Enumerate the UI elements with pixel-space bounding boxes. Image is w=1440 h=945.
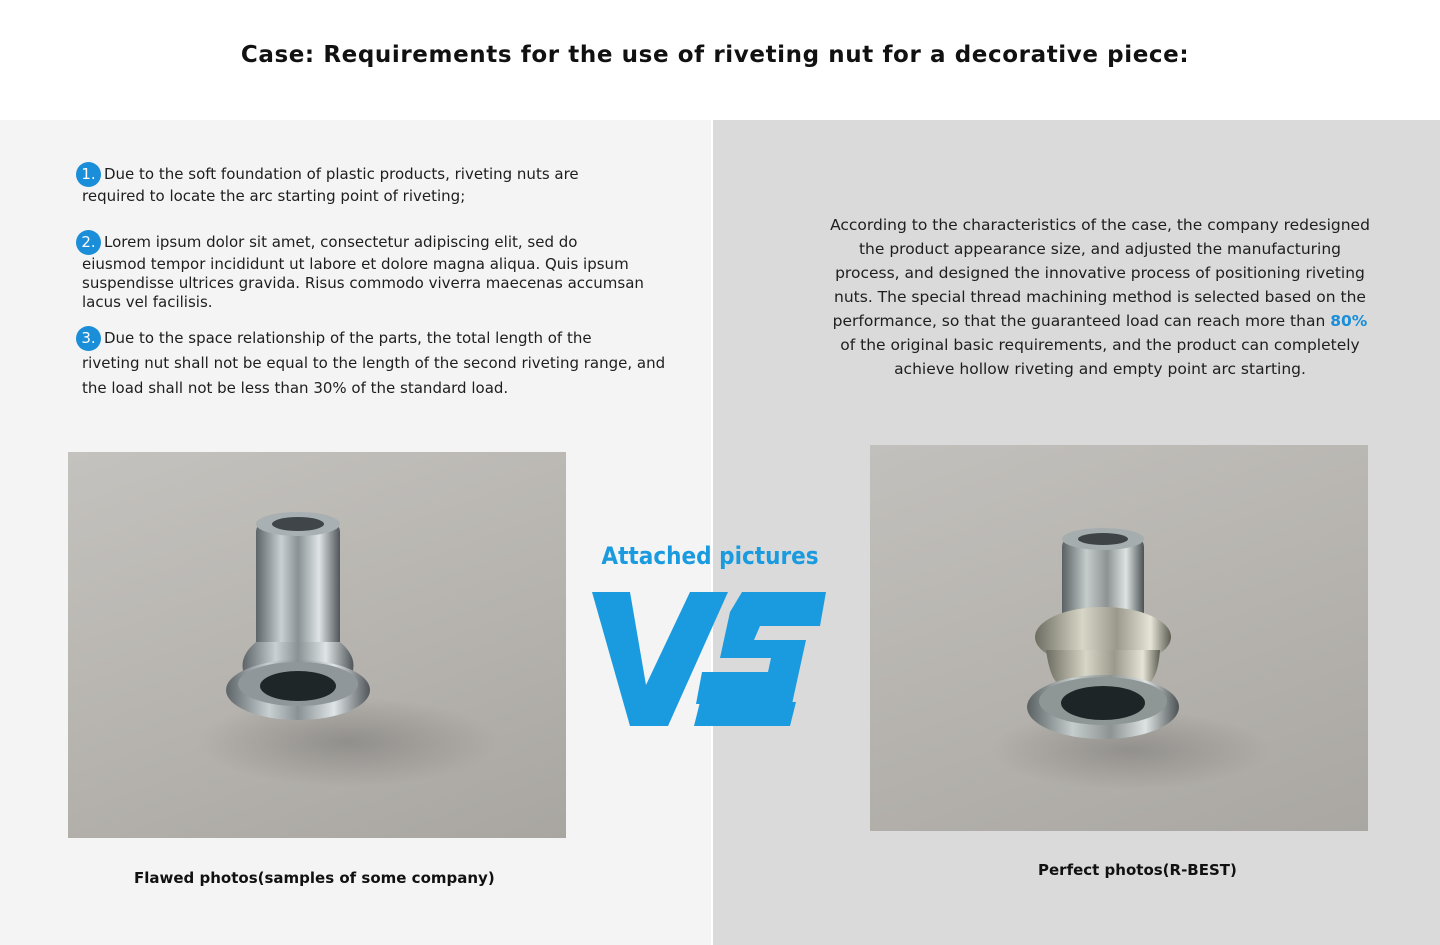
solution-description (830, 213, 1370, 381)
perfect-rivet-nut-photo (870, 445, 1368, 831)
requirement-text-first-line: Lorem ipsum dolor sit amet, consectetur adipiscing elit, sed do (104, 233, 578, 251)
perfect-photo-caption: Perfect photos(R-BEST) (1038, 861, 1237, 879)
page-title: Case: Requirements for the use of riveting nut for a decorative piece: (240, 42, 1190, 68)
requirement-item-1 (76, 162, 676, 206)
highlight-percentage: 80% (1330, 312, 1368, 330)
requirement-text-first-line: Due to the soft foundation of plastic products, riveting nuts are (104, 165, 579, 183)
requirement-text: required to locate the arc starting point of riveting; (82, 187, 466, 205)
vs-text: VS (710, 670, 712, 671)
rivet-nut-illustration (870, 445, 1368, 831)
flawed-rivet-nut-photo (68, 452, 566, 838)
vs-logo (590, 590, 830, 730)
attached-pictures-label: Attached pictures (601, 542, 819, 570)
number-badge: 1. (76, 162, 101, 187)
requirement-text-first-line: Due to the space relationship of the parts, the total length of the (104, 329, 592, 347)
flawed-photo-caption: Flawed photos(samples of some company) (134, 869, 495, 887)
description-text-end: of the original basic requirements, and the product can completely achieve hollow riveting and empty point arc starting. (840, 336, 1360, 378)
requirement-item-2 (76, 230, 676, 312)
description-text: According to the characteristics of the case, the company redesigned the product appearance size, and adjusted the manufacturing process, and designed the innovative process of positioning riveting nuts. The special thread machining method is selected based on the performance, so that the guaranteed load can reach more than (830, 216, 1370, 330)
requirement-item-3 (76, 326, 676, 401)
rivet-nut-illustration (68, 452, 566, 838)
header (0, 0, 1440, 120)
number-badge: 2. (76, 230, 101, 255)
requirement-text: riveting nut shall not be equal to the length of the second riveting range, and the load shall not be less than 30% of the standard load. (82, 354, 666, 397)
requirement-text: eiusmod tempor incididunt ut labore et dolore magna aliqua. Quis ipsum suspendisse ultrices gravida. Risus commodo viverra maecenas accumsan lacus vel facilisis. (82, 255, 644, 311)
number-badge: 3. (76, 326, 101, 351)
